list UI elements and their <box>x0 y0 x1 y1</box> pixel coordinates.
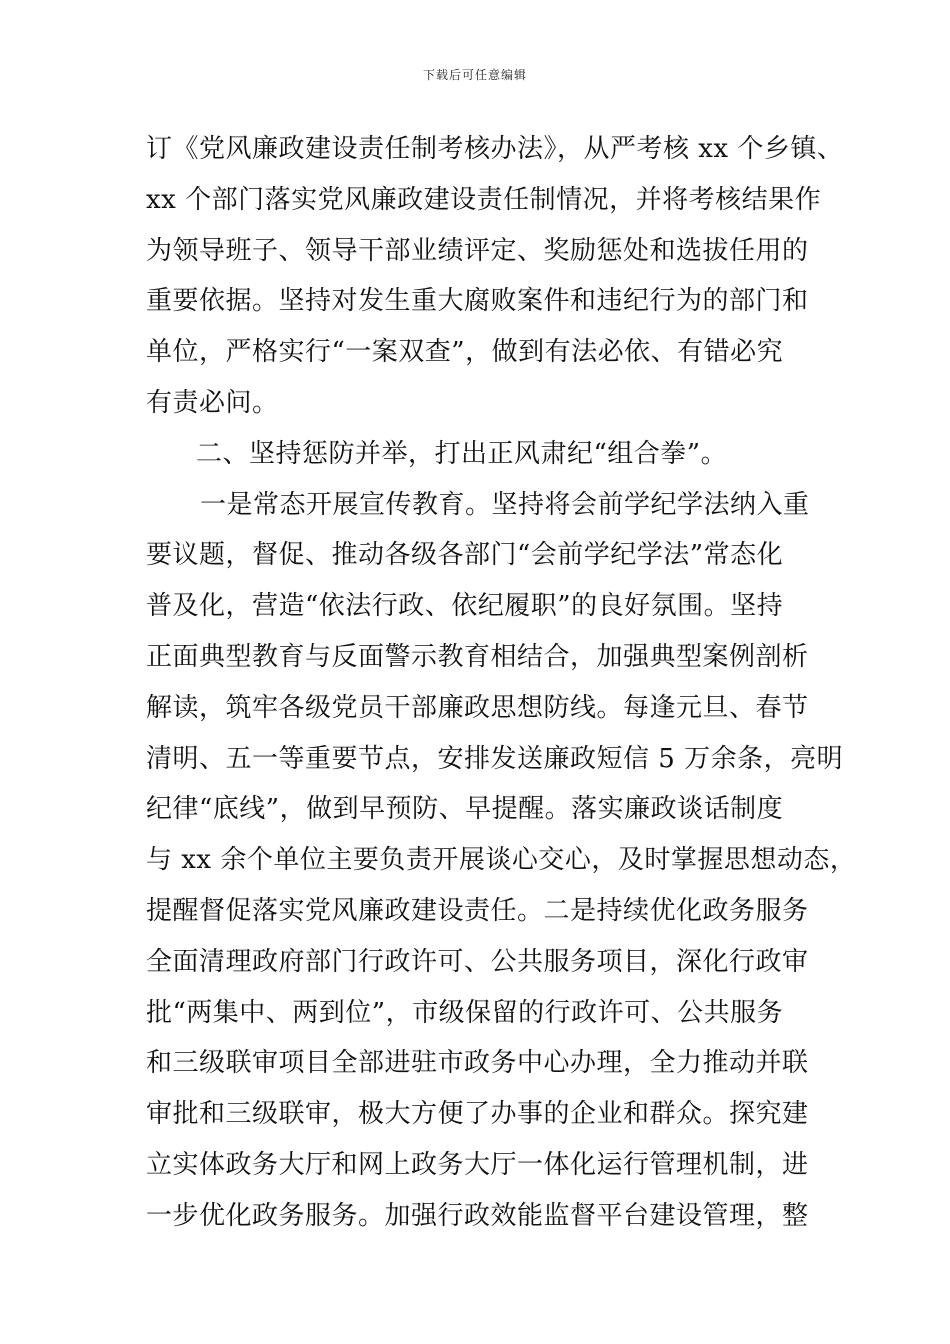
text-line: 一是常态开展宣传教育。坚持将会前学纪学法纳入重 <box>200 489 810 520</box>
text-line: 有责必问。 <box>146 387 279 418</box>
text-line: 审批和三级联审，极大方便了办事的企业和群众。探究建 <box>146 1099 809 1130</box>
text-line: 提醒督促落实党风廉政建设责任。二是持续优化政务服务 <box>146 895 809 926</box>
text-line: 要议题，督促、推动各级各部门“会前学纪学法”常态化 <box>146 540 784 571</box>
text-line: xx 个部门落实党风廉政建设责任制情况，并将考核结果作 <box>146 184 822 215</box>
text-line: 立实体政务大厅和网上政务大厅一体化运行管理机制，进 <box>146 1149 809 1180</box>
text-line: 订《党风廉政建设责任制考核办法》，从严考核 xx 个乡镇、 <box>146 134 844 164</box>
text-line: 全面清理政府部门行政许可、公共服务项目，深化行政审 <box>146 946 809 977</box>
text-line: 正面典型教育与反面警示教育相结合，加强典型案例剖析 <box>146 641 809 672</box>
text-line: 一步优化政务服务。加强行政效能监督平台建设管理，整 <box>146 1200 809 1231</box>
document-body <box>146 124 857 1242</box>
text-line: 纪律“底线”，做到早预防、早提醒。落实廉政谈话制度 <box>146 794 784 825</box>
text-line: 普及化，营造“依法行政、依纪履职”的良好氛围。坚持 <box>146 591 784 622</box>
page-header: 下载后可任意编辑 <box>422 68 527 82</box>
text-line: 和三级联审项目全部进驻市政务中心办理，全力推动并联 <box>146 1048 809 1079</box>
section-heading: 二、坚持惩防并举，打出正风肃纪“组合拳”。 <box>196 438 728 469</box>
text-line: 清明、五一等重要节点，安排发送廉政短信 5 万余条，亮明 <box>146 743 844 774</box>
text-line: 重要依据。坚持对发生重大腐败案件和违纪行为的部门和 <box>146 286 809 317</box>
text-line: 为领导班子、领导干部业绩评定、奖励惩处和选拔任用的 <box>146 235 809 266</box>
text-line: 单位，严格实行“一案双查”，做到有法必依、有错必究 <box>146 337 784 368</box>
text-line: 批“两集中、两到位”，市级保留的行政许可、公共服务 <box>146 997 784 1028</box>
text-line: 解读，筑牢各级党员干部廉政思想防线。每逢元旦、春节 <box>146 692 809 723</box>
text-line: 与 xx 余个单位主要负责开展谈心交心，及时掌握思想动态， <box>146 845 857 876</box>
